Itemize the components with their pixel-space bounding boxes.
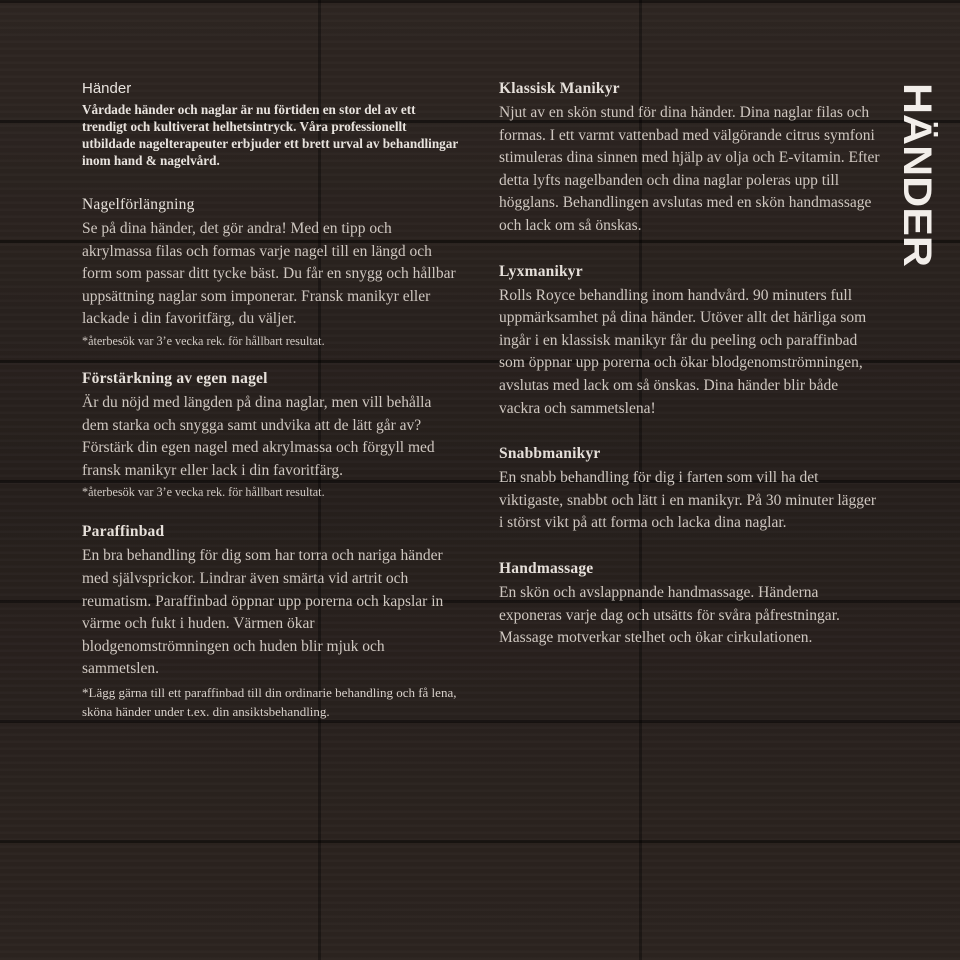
section-heading: Förstärkning av egen nagel: [82, 369, 268, 387]
vertical-title-svg: [893, 80, 941, 270]
section-text: En bra behandling för dig som har torra och nariga händer med självsprickor. Lindrar även smärta vid artrit och reumatism. Paraffinbad öppnar upp porerna och kapslar in värme och fukt i huden. Värmen ökar blodgenomströmningen och huden blir mjuk och sammetslen.: [82, 547, 444, 678]
intro-text: Vårdade händer och naglar är nu förtiden en stor del av ett trendigt och kultiverat helhetsintryck. Våra professionellt utbildade nagelterapeuter erbjuder ett brett urval av behandlingar inom hand & nagelvård.: [82, 102, 458, 168]
intro-block: [82, 79, 458, 169]
right-column: [499, 79, 883, 650]
section-heading: Snabbmanikyr: [499, 445, 601, 463]
section-note: *återbesök var 3’e vecka rek. för hållbart resultat.: [82, 333, 325, 348]
left-column: [82, 79, 458, 721]
section-handmassage: [499, 559, 883, 650]
section-text: En snabb behandling för dig i farten som vill ha det viktigaste, snabbt och lätt i en manikyr. På 30 minuter lägger i störst vikt på att forma och lacka dina naglar.: [499, 469, 877, 532]
section-heading: Lyxmanikyr: [499, 262, 583, 280]
section-nagelforlangning: [82, 195, 458, 349]
section-paraffinbad: [82, 522, 458, 721]
section-note: *återbesök var 3’e vecka rek. för hållbart resultat.: [82, 485, 325, 500]
section-heading: Handmassage: [499, 559, 594, 577]
section-text: Är du nöjd med längden på dina naglar, men vill behålla dem starka och snygga samt undvika att de lätt går av? Förstärk din egen nagel med akrylmassa och förgyll med fransk manikyr eller lack i din favoritfärg.: [82, 393, 435, 479]
section-heading: Nagelförlängning: [82, 196, 195, 213]
section-text: Njut av en skön stund för dina händer. Dina naglar filas och formas. I ett varmt vattenbad med välgörande citrus symfoni stimuleras dina sinnen med hjälp av olja och E-vitamin. Efter detta lyfts nagelbanden och dina naglar poleras upp till högglans. Behandlingen avslutas med en skön handmassage och lack om så önskas.: [499, 104, 880, 234]
section-heading: Paraffinbad: [82, 523, 165, 541]
section-klassisk-manikyr: [499, 79, 883, 238]
section-text: En skön och avslappnande handmassage. Händerna exponeras varje dag och utsätts för svåra påfrestningar. Massage motverkar stelhet och ökar cirkulationen.: [499, 583, 840, 647]
section-text: Rolls Royce behandling inom handvård. 90 minuters full uppmärksamhet på dina händer. Utöver allt det härliga som ingår i en klassisk manikyr får du peeling och paraffinbad som öppnar upp porerna och ökar blodgenomströmningen, avslutas med lack om så önskas. Dina händer blir både vackra och sammetslena!: [499, 286, 867, 417]
section-note: *Lägg gärna till ett paraffinbad till din ordinarie behandling och få lena, sköna händer under t.ex. din ansiktsbehandling.: [82, 684, 457, 719]
section-lyxmanikyr: [499, 262, 883, 421]
vertical-page-title: [893, 80, 941, 270]
section-text: Se på dina händer, det gör andra! Med en tipp och akrylmassa filas och formas varje nagel till en längd och form som passar ditt tycke bäst. Du får en snygg och hållbar uppsättning naglar som imponerar. Fransk manikyr eller lackade i din favoritfärg, du väljer.: [82, 220, 456, 328]
section-snabbmanikyr: [499, 444, 883, 535]
section-forstarkning: [82, 369, 458, 500]
intro-title: Händer: [82, 80, 132, 97]
section-heading: Klassisk Manikyr: [499, 80, 620, 97]
vertical-title-text: HÄNDER: [895, 83, 939, 255]
